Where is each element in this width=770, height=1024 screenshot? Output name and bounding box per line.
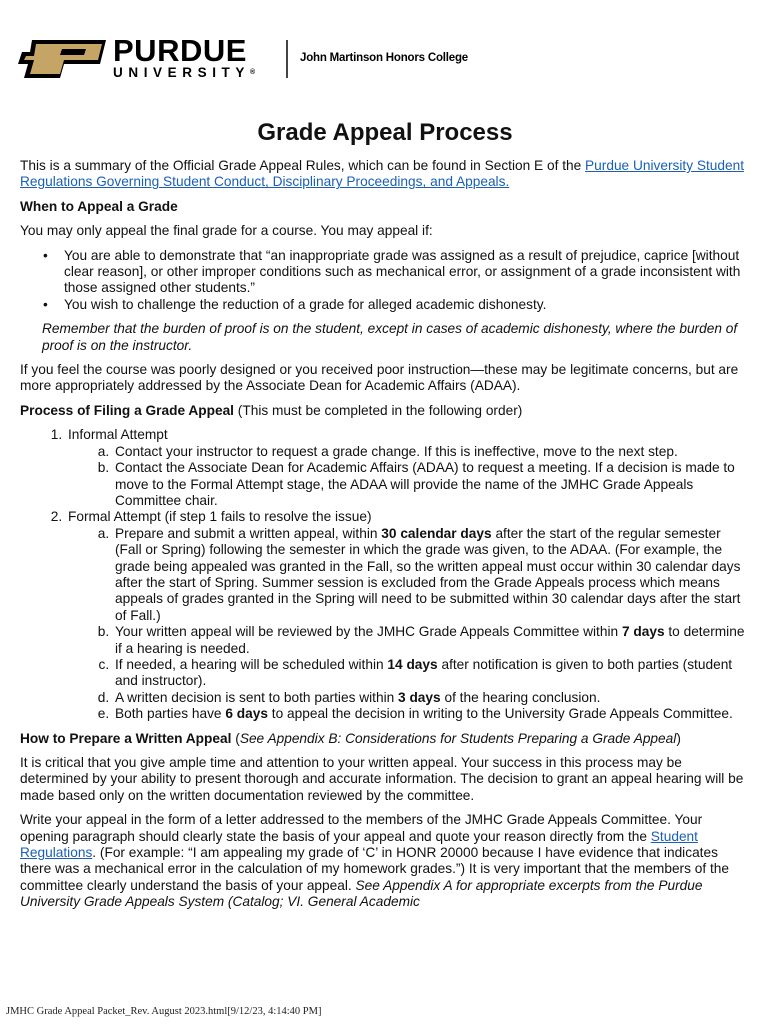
when-lead: You may only appeal the final grade for a course. You may appeal if: xyxy=(20,223,433,239)
student-regulations-link[interactable]: Student Regulations xyxy=(20,828,698,861)
step-formal: 2. Formal Attempt (if step 1 fails to resolve the issue) a. Prepare and submit a written appeal, within 30 calendar days after the start of the regular semester (Fall or Spring) following the semester in which the grade was given, to the ADAA. (For example, the grade being appealed was granted in the Fall, so the written appeal must occur within 30 calendar days after the start of Spring. Summer session is excluded from the Grade Appeals process which means appeals of grades granted in the Spring will need to be submitted within 30 calendar days after the start of Fall.) b. Your written appeal will be reviewed by the JMHC Grade Appeals Committee within 7 days to determine if a hearing is needed. c. If needed, a hearing will be scheduled within 14 days after notification is given to both parties (student and instructor). d. A written decision is sent to both parties within 3 days of the hearing conclusion. e. Both parties have 6 days to appeal the decision in writing to the University Grade Appeals Committee. xyxy=(66,509,750,722)
list-item: a. Prepare and submit a written appeal, within 30 calendar days after the start of the regular semester (Fall or Spring) following the semester in which the grade was given, to the ADAA. (For example, the grade being appealed was granted in the Fall, so the written appeal must occur within 30 calendar days after the start of Spring. Summer session is excluded from the Grade Appeals process which means appeals of grades granted in the Spring will need to be submitted within 30 calendar days after the start of Fall.) xyxy=(113,526,750,624)
list-item: • You are able to demonstrate that “an inappropriate grade was assigned as a result of prejudice, caprice [without clear reason], or other improper conditions such as mechanical error, or assignment of a grade inconsistent with those assigned other students.” xyxy=(64,248,750,297)
logo-main-text: PURDUE xyxy=(113,33,247,68)
process-heading: Process of Filing a Grade Appeal (This must be completed in the following order) xyxy=(20,402,523,418)
purdue-wordmark xyxy=(113,33,256,82)
process-steps xyxy=(20,427,750,722)
list-item: e. Both parties have 6 days to appeal the decision in writing to the University Grade Appeals Committee. xyxy=(113,706,750,722)
list-item: d. A written decision is sent to both parties within 3 days of the hearing conclusion. xyxy=(113,690,750,706)
page-header xyxy=(18,33,758,84)
list-item: c. If needed, a hearing will be scheduled within 14 days after notification is given to both parties (student and instructor). xyxy=(113,657,750,690)
purdue-p-logo-icon xyxy=(18,40,106,78)
poor-instruction-paragraph: If you feel the course was poorly designed or you received poor instruction—these may be legitimate concerns, but are more appropriately addressed by the Associate Dean for Academic Affairs (ADAA). xyxy=(20,362,739,394)
college-name: John Martinson Honors College xyxy=(300,52,468,64)
appeal-reasons-list xyxy=(20,248,750,314)
page-title: Grade Appeal Process xyxy=(257,119,513,146)
list-item: b. Your written appeal will be reviewed by the JMHC Grade Appeals Committee within 7 days to determine if a hearing is needed. xyxy=(113,624,750,657)
prepare-heading: How to Prepare a Written Appeal (See Appendix B: Considerations for Students Preparing a Grade Appeal) xyxy=(20,730,681,746)
header-divider xyxy=(286,40,288,78)
intro-paragraph: This is a summary of the Official Grade Appeal Rules, which can be found in Section E of the Purdue University Student Regulations Governing Student Conduct, Disciplinary Proceedings, and Appeals. xyxy=(20,158,745,190)
logo-sub-text: UNIVERSITY® xyxy=(113,65,256,80)
document-body xyxy=(20,118,750,919)
list-item: a. Contact your instructor to request a grade change. If this is ineffective, move to the next step. xyxy=(113,444,750,460)
formal-substeps xyxy=(68,526,750,723)
page-footer: JMHC Grade Appeal Packet_Rev. August 2023.html[9/12/23, 4:14:40 PM] xyxy=(6,1006,322,1017)
regulations-link[interactable]: Purdue University Student Regulations Governing Student Conduct, Disciplinary Proceedings, and Appeals. xyxy=(20,158,745,190)
prepare-paragraph-1: It is critical that you give ample time and attention to your written appeal. Your success in this process may be determined by your ability to present thorough and accurate information. The decision to grant an appeal hearing will be made based only on the written documentation reviewed by the committee. xyxy=(20,755,744,803)
step-informal: 1. Informal Attempt a. Contact your instructor to request a grade change. If this is ineffective, move to the next step. b. Contact the Associate Dean for Academic Affairs (ADAA) to request a meeting. If a decision is made to move to the Formal Attempt stage, the ADAA will provide the name of the JMHC Grade Appeals Committee chair. xyxy=(66,427,750,509)
prepare-paragraph-2: Write your appeal in the form of a letter addressed to the members of the JMHC Grade Appeals Committee. Your opening paragraph should clearly state the basis of your appeal and quote your reason directly from the Student Regulations. (For example: “I am appealing my grade of ‘C’ in HONR 20000 because I have evidence that indicates there was a mechanical error in the calculation of my homework grades.”) It is very important that the members of the committee clearly understand the basis of your appeal. See Appendix A for appropriate excerpts from the Purdue University Grade Appeals System (Catalog; VI. General Academic xyxy=(20,812,730,910)
burden-of-proof-note: Remember that the burden of proof is on the student, except in cases of academic dishonesty, where the burden of proof is on the instructor. xyxy=(42,321,738,353)
list-item: • You wish to challenge the reduction of a grade for alleged academic dishonesty. xyxy=(64,297,750,313)
when-heading: When to Appeal a Grade xyxy=(20,198,178,214)
list-item: b. Contact the Associate Dean for Academic Affairs (ADAA) to request a meeting. If a decision is made to move to the Formal Attempt stage, the ADAA will provide the name of the JMHC Grade Appeals Committee chair. xyxy=(113,460,750,509)
informal-substeps xyxy=(68,444,750,510)
